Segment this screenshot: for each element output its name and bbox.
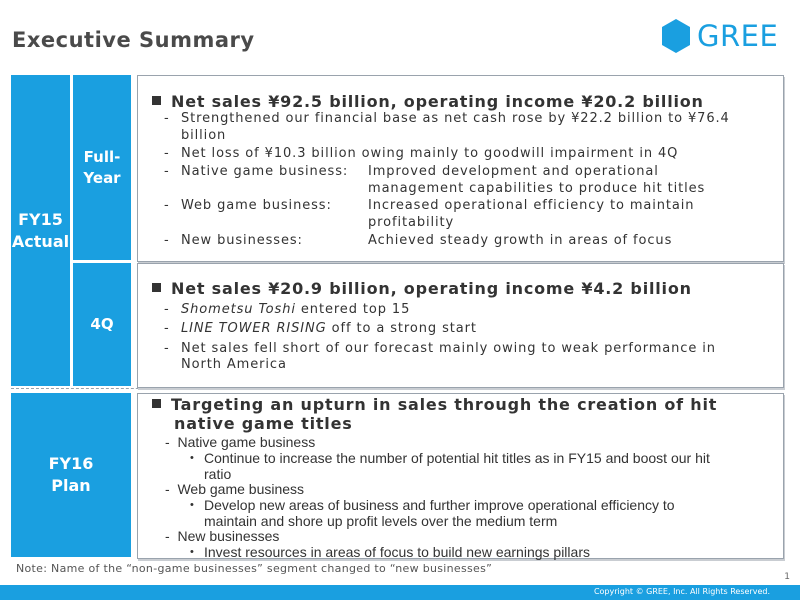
list-item: - [164, 164, 170, 179]
full-year-headline: Net sales ¥92.5 billion, operating income ¥20.2 billion [152, 92, 704, 111]
list-item: - [164, 302, 170, 317]
list-item-desc: Increased operational efficiency to maintain [368, 198, 695, 213]
list-item-desc: Achieved steady growth in areas of focus [368, 233, 673, 248]
bullet-icon: • [190, 546, 194, 558]
bullet-icon: • [190, 452, 194, 464]
plan-bullet-text-cont: ratio [204, 466, 232, 482]
list-item-text: Net loss of ¥10.3 billion owing mainly to goodwill impairment in 4Q [181, 146, 679, 161]
list-item-label: Web game business: [181, 198, 332, 213]
plan-headline-cont: native game titles [174, 414, 353, 433]
fy15-actual-label: FY15 Actual [11, 75, 70, 386]
plan-bullet-text: Invest resources in areas of focus to build new earnings pillars [204, 544, 590, 560]
list-item: - [164, 198, 170, 213]
plan-headline: Targeting an upturn in sales through the creation of hit [152, 395, 717, 414]
list-item-text-cont: North America [181, 357, 287, 372]
logo-hexagon-icon [661, 19, 691, 53]
footer-bar [0, 585, 800, 600]
square-bullet-icon [152, 399, 161, 408]
list-item-text: Strengthened our financial base as net cash rose by ¥22.2 billion to ¥76.4 [181, 111, 730, 126]
square-bullet-icon [152, 96, 161, 105]
plan-bullet-text: Continue to increase the number of potential hit titles as in FY15 and boost our hit [204, 450, 710, 466]
q4-label: 4Q [73, 263, 131, 386]
plan-bullet-text: Develop new areas of business and further improve operational efficiency to [204, 497, 675, 513]
list-item-text: Net sales fell short of our forecast mainly owing to weak performance in [181, 341, 716, 356]
plan-group-title: - Native game business [165, 434, 316, 450]
bullet-icon: • [190, 499, 194, 511]
list-item: - [164, 341, 170, 356]
list-item: - [164, 321, 170, 336]
list-item: - [164, 111, 170, 126]
list-item-desc: Improved development and operational [368, 164, 659, 179]
list-item-text: LINE TOWER RISING off to a strong start [181, 321, 477, 336]
page-title: Executive Summary [12, 28, 255, 52]
section-divider [11, 388, 783, 389]
copyright-text: Copyright © GREE, Inc. All Rights Reserved. [593, 587, 770, 596]
fy16-plan-label: FY16 Plan [11, 393, 131, 557]
square-bullet-icon [152, 283, 161, 292]
list-item-desc-cont: management capabilities to produce hit titles [368, 181, 706, 196]
logo-text: GREE [697, 19, 779, 53]
list-item-desc-cont: profitability [368, 215, 455, 230]
footnote: Note: Name of the “non-game businesses” segment changed to “new businesses” [16, 562, 493, 575]
plan-group-title: - New businesses [165, 528, 280, 544]
plan-group-title: - Web game business [165, 481, 305, 497]
list-item-text-cont: billion [181, 128, 227, 143]
list-item-text: Shometsu Toshi entered top 15 [181, 302, 411, 317]
list-item-label: Native game business: [181, 164, 349, 179]
list-item-label: New businesses: [181, 233, 303, 248]
q4-headline: Net sales ¥20.9 billion, operating income ¥4.2 billion [152, 279, 692, 298]
gree-logo [661, 16, 778, 56]
list-item: - [164, 146, 170, 161]
list-item: - [164, 233, 170, 248]
full-year-label: Full- Year [73, 75, 131, 260]
page-number: 1 [784, 572, 790, 582]
plan-bullet-text-cont: maintain and shore up profit levels over the medium term [204, 513, 558, 529]
